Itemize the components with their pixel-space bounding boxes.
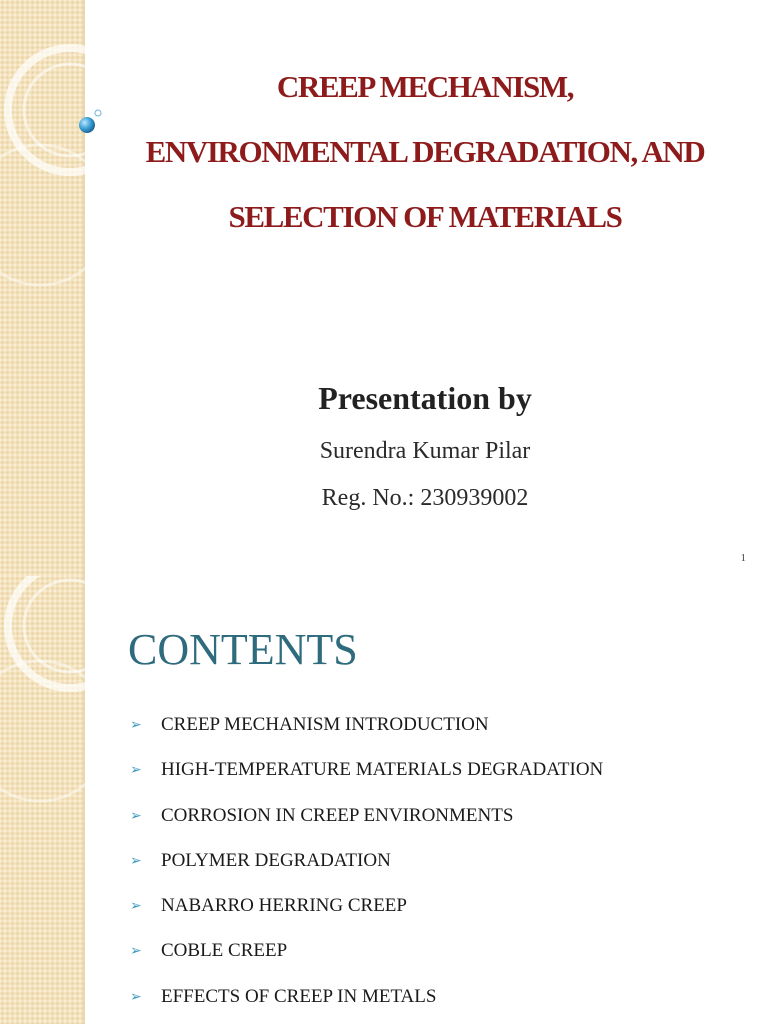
presenter-name: Surendra Kumar Pilar <box>319 438 531 464</box>
presentation-title <box>110 54 740 249</box>
list-item-label: COBLE CREEP <box>161 940 288 962</box>
list-item-label: NABARRO HERRING CREEP <box>161 895 407 917</box>
arrowhead-icon: ➢ <box>130 898 142 915</box>
arrowhead-icon: ➢ <box>130 807 142 824</box>
arrowhead-icon: ➢ <box>130 852 142 869</box>
contents-slide <box>0 576 768 1024</box>
contents-heading: CONTENTS <box>128 625 358 674</box>
list-item-label: EFFECTS OF CREEP IN METALS <box>161 985 437 1007</box>
decorative-rings <box>0 576 130 1024</box>
list-item <box>130 850 603 895</box>
list-item-label: POLYMER DEGRADATION <box>161 849 391 871</box>
bead-icon <box>70 104 106 134</box>
list-item <box>130 940 603 985</box>
arrowhead-icon: ➢ <box>130 943 142 960</box>
list-item-label: HIGH-TEMPERATURE MATERIALS DEGRADATION <box>161 759 604 781</box>
list-item <box>130 714 603 759</box>
arrowhead-icon: ➢ <box>130 762 142 779</box>
registration-number: Reg. No.: 230939002 <box>321 485 529 511</box>
arrowhead-icon: ➢ <box>130 988 142 1005</box>
list-item <box>130 986 603 1024</box>
list-item <box>130 805 603 850</box>
arrowhead-icon: ➢ <box>130 717 142 733</box>
title-line: ENVIRONMENTAL DEGRADATION, AND <box>145 134 705 169</box>
list-item <box>130 895 603 940</box>
list-item <box>130 759 603 804</box>
slide-number: 1 <box>740 552 746 564</box>
list-item-label: CORROSION IN CREEP ENVIRONMENTS <box>161 804 514 826</box>
list-item-label: CREEP MECHANISM INTRODUCTION <box>161 714 489 735</box>
title-line: CREEP MECHANISM, <box>276 69 574 104</box>
contents-list <box>130 714 603 1024</box>
title-line: SELECTION OF MATERIALS <box>228 199 622 234</box>
presenter-heading: Presentation by <box>318 380 532 416</box>
